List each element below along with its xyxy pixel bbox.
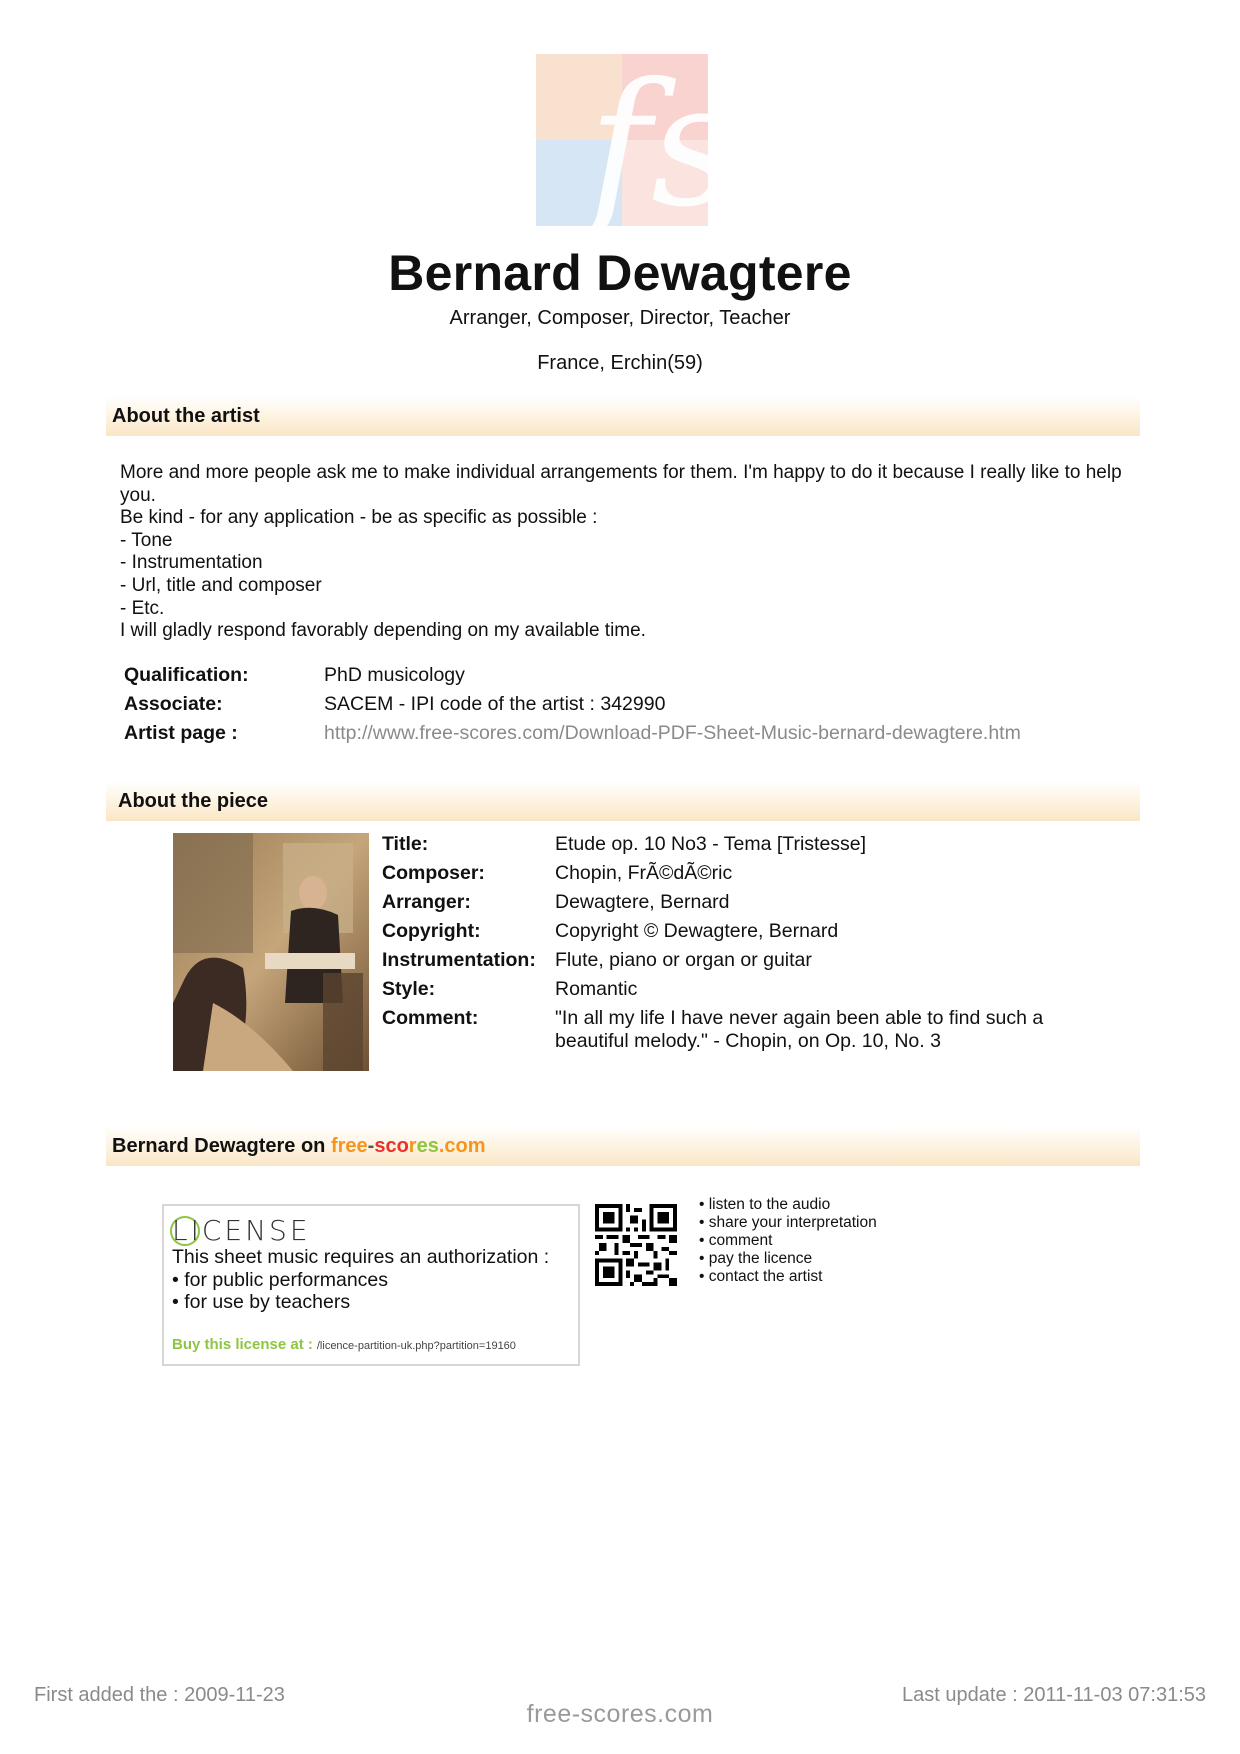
free-scores-heading-prefix: Bernard Dewagtere on	[112, 1135, 331, 1157]
license-title: LICENSE	[172, 1214, 311, 1247]
piece-label: Instrumentation:	[382, 949, 536, 971]
artist-bio	[120, 462, 1130, 643]
license-line: • for public performances	[172, 1268, 389, 1291]
about-artist-heading: About the artist	[106, 396, 1140, 436]
detail-label: Qualification:	[124, 664, 249, 686]
bio-line: - Instrumentation	[120, 552, 263, 574]
about-piece-heading: About the piece	[106, 781, 1140, 821]
piece-value: Copyright © Dewagtere, Bernard	[555, 920, 839, 942]
brand-part: sco	[374, 1135, 409, 1157]
piece-value: Flute, piano or organ or guitar	[555, 949, 812, 971]
license-buy-link[interactable]: /licence-partition-uk.php?partition=19160	[316, 1340, 516, 1352]
artist-roles: Arranger, Composer, Director, Teacher	[449, 307, 791, 329]
logo-letters: fs	[588, 47, 739, 245]
brand-part: free	[330, 1135, 368, 1157]
bio-line: More and more people ask me to make individual arrangements for them. I'm happy to do it because I really like to help you.	[120, 462, 1127, 506]
license-line: • for use by teachers	[172, 1291, 351, 1313]
piece-value: Chopin, FrÃ©dÃ©ric	[555, 862, 733, 884]
bio-line: - Tone	[120, 529, 173, 551]
piece-label: Composer:	[382, 862, 485, 884]
piece-label: Arranger:	[382, 891, 471, 913]
license-box	[162, 1204, 580, 1366]
license-buy	[172, 1336, 516, 1353]
free-scores-brand[interactable]	[331, 1135, 486, 1157]
piece-value: Romantic	[555, 978, 638, 1000]
qr-code-icon[interactable]	[595, 1204, 677, 1286]
detail-label: Associate:	[124, 693, 223, 715]
license-buy-label: Buy this license at :	[172, 1336, 313, 1353]
free-scores-heading	[106, 1126, 1140, 1166]
bio-line: I will gladly respond favorably depending on my available time.	[120, 620, 646, 642]
brand-part: r	[408, 1135, 417, 1157]
piece-value: Etude op. 10 No3 - Tema [Tristesse]	[555, 833, 867, 855]
detail-value: PhD musicology	[324, 664, 465, 686]
free-scores-logo	[536, 47, 739, 245]
piece-label: Style:	[382, 978, 436, 1000]
piece-label: Comment:	[382, 1007, 479, 1029]
brand-part: .com	[438, 1135, 486, 1157]
link-contact-artist[interactable]: • contact the artist	[699, 1268, 823, 1285]
artist-location: France, Erchin(59)	[537, 352, 703, 374]
first-added-date: First added the : 2009-11-23	[34, 1684, 285, 1706]
license-description	[172, 1246, 572, 1314]
piece-painting-image	[173, 833, 369, 1071]
bio-line: Be kind - for any application - be as specific as possible :	[120, 507, 598, 529]
last-update-date: Last update : 2011-11-03 07:31:53	[902, 1684, 1206, 1706]
artist-name: Bernard Dewagtere	[388, 245, 852, 301]
link-comment[interactable]: • comment	[699, 1232, 773, 1249]
bio-line: - Etc.	[120, 597, 165, 619]
piece-value: "In all my life I have never again been able to find such a beautiful melody." - Chopin, on Op. 10, No. 3	[555, 1007, 1044, 1052]
piece-value: Dewagtere, Bernard	[555, 891, 730, 913]
bio-line: - Url, title and composer	[120, 574, 322, 596]
detail-label: Artist page :	[124, 722, 238, 744]
piece-label: Title:	[382, 833, 429, 855]
brand-part: es	[416, 1135, 439, 1157]
link-pay-licence[interactable]: • pay the licence	[699, 1250, 813, 1267]
footer-brand: free-scores.com	[526, 1700, 714, 1728]
artist-page-link[interactable]: http://www.free-scores.com/Download-PDF-Sheet-Music-bernard-dewagtere.htm	[324, 722, 1021, 744]
link-listen-audio[interactable]: • listen to the audio	[699, 1196, 831, 1213]
detail-value: SACEM - IPI code of the artist : 342990	[324, 693, 666, 715]
piece-label: Copyright:	[382, 920, 481, 942]
free-scores-links	[699, 1196, 877, 1286]
link-share-interpretation[interactable]: • share your interpretation	[699, 1214, 877, 1231]
brand-part: -	[367, 1135, 375, 1157]
license-line: This sheet music requires an authorization :	[172, 1246, 550, 1268]
